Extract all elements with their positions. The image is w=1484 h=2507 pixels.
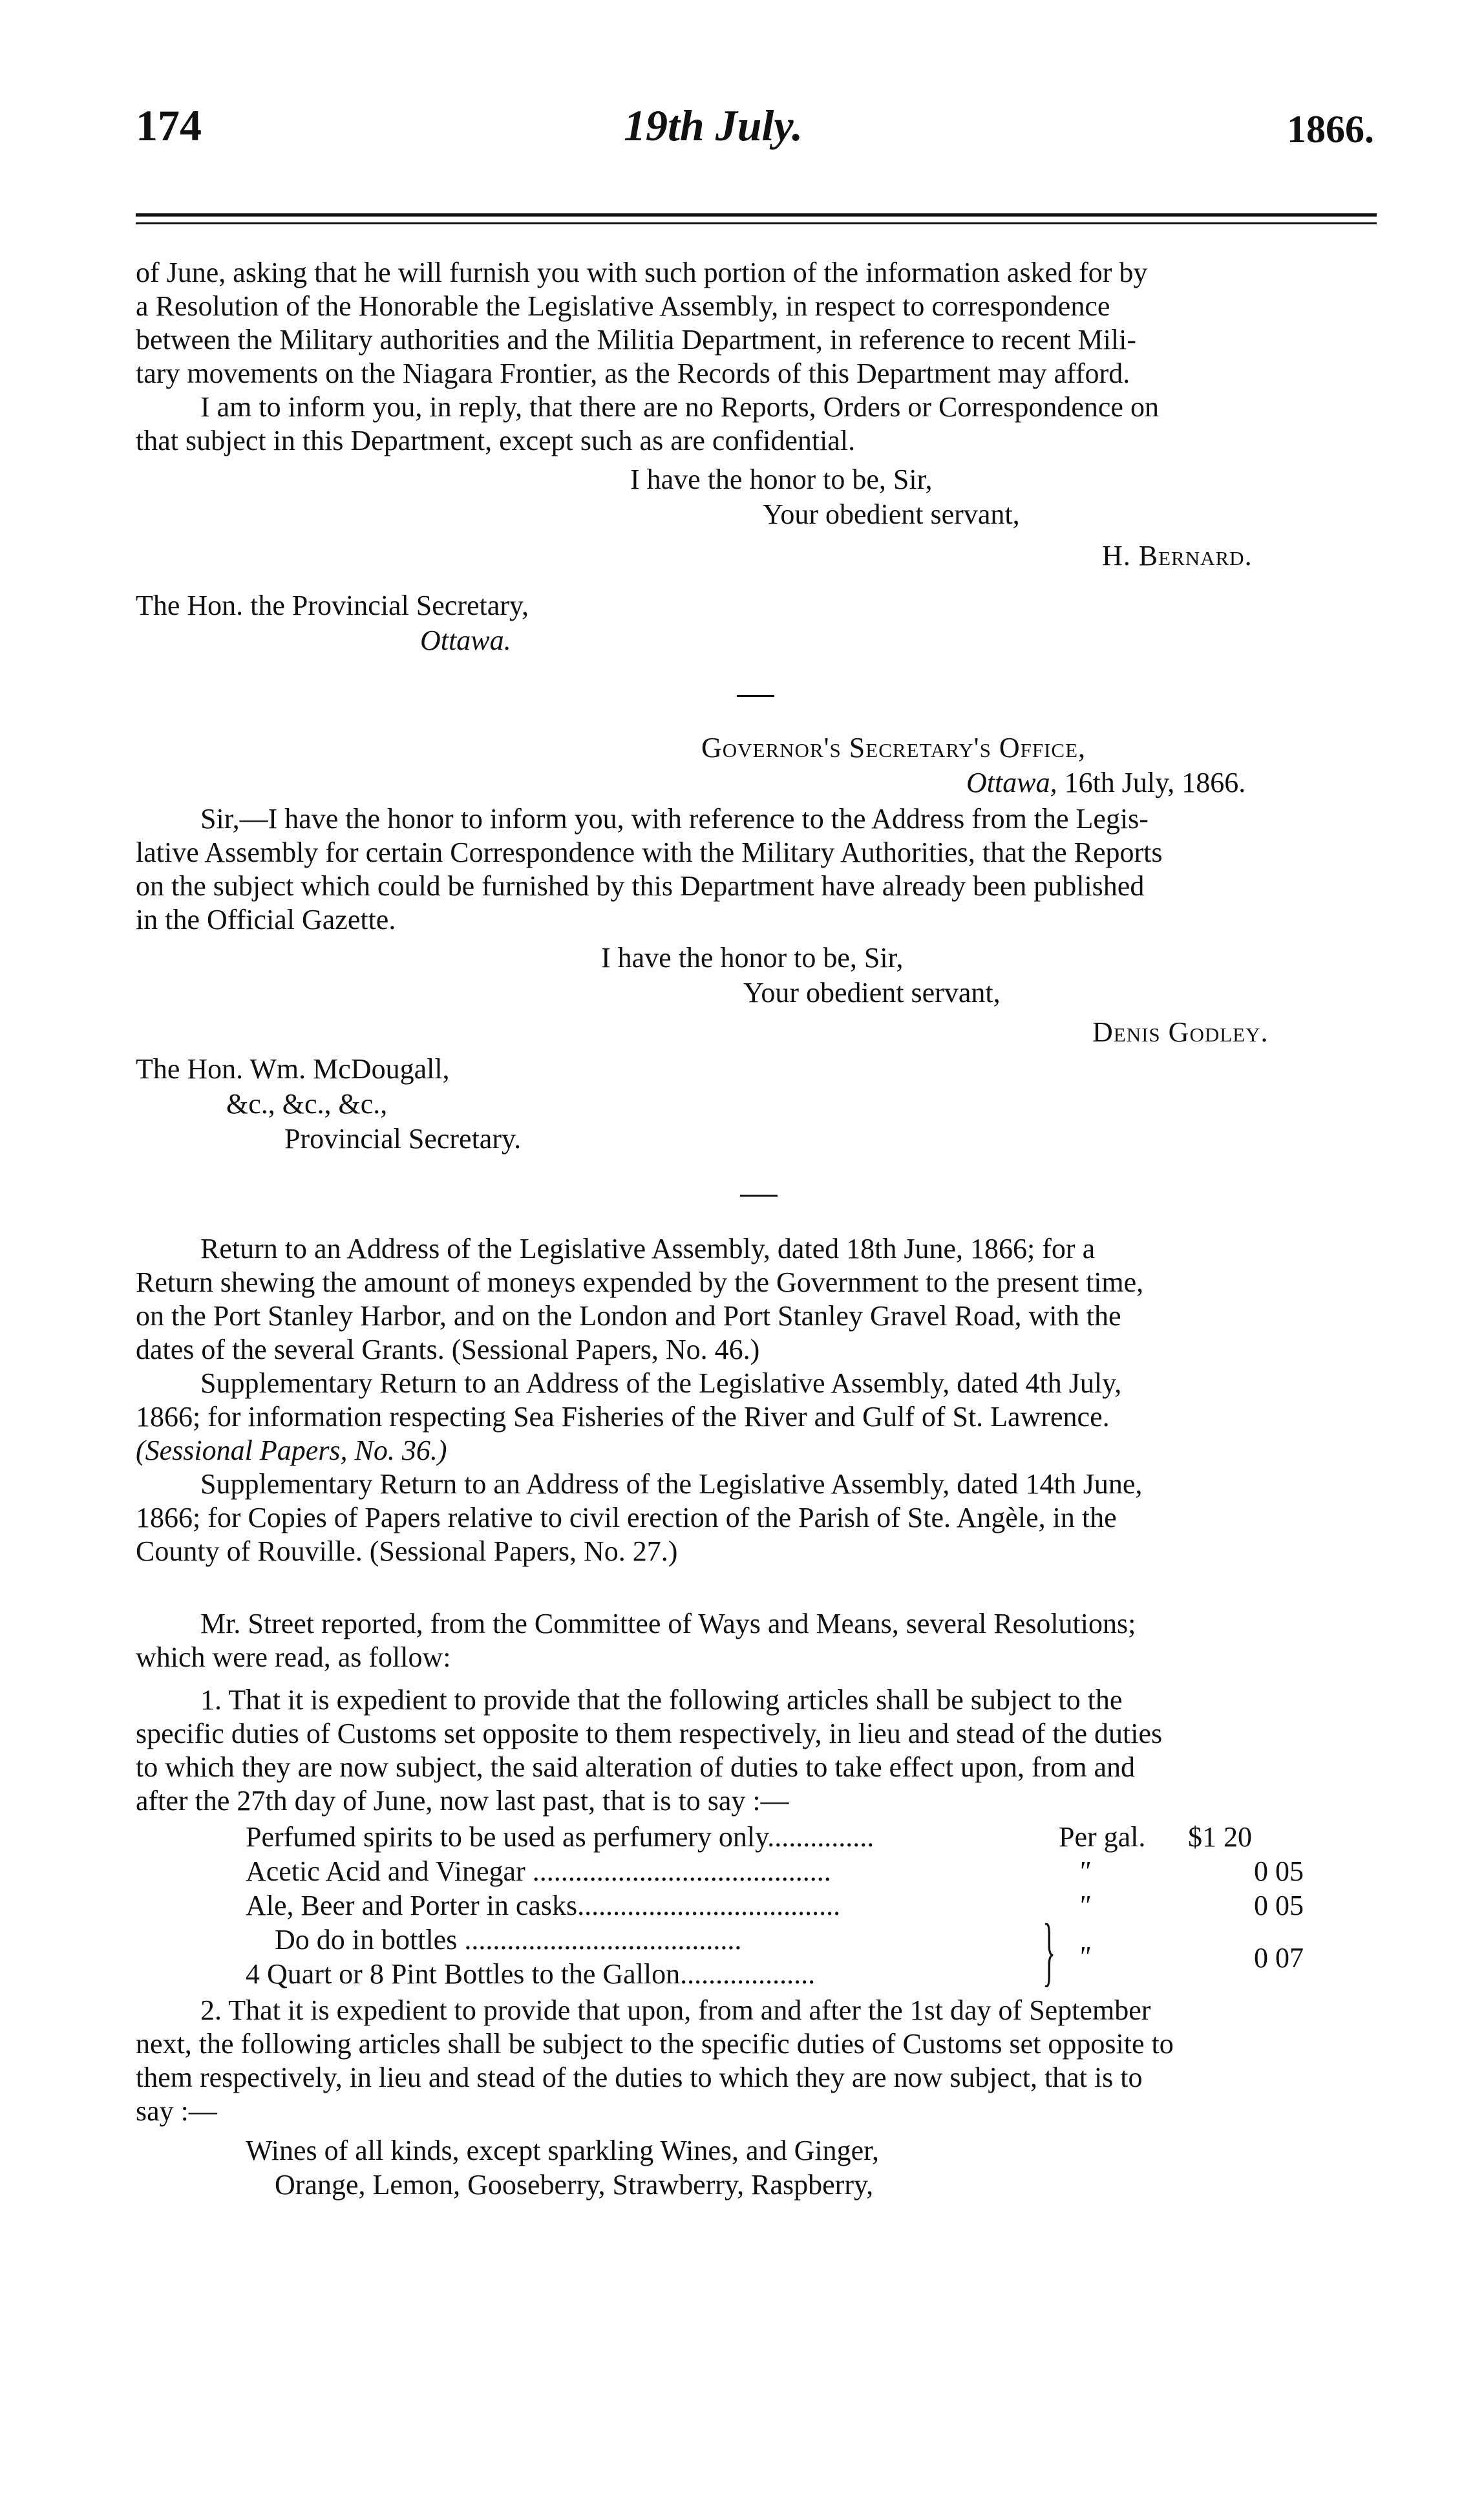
header-rule-thin (136, 222, 1377, 224)
paragraph-line: Supplementary Return to an Address of the Legislative Assembly, dated 14th June, (200, 1468, 1143, 1500)
duty-rate: $1 20 (1188, 1821, 1252, 1853)
page-year: 1866. (1287, 108, 1374, 151)
place-date: Ottawa, 16th July, 1866. (966, 767, 1246, 798)
duty-item: Acetic Acid and Vinegar .......................................... (246, 1855, 831, 1887)
paragraph-line: dates of the several Grants. (Sessional Papers, No. 46.) (136, 1334, 760, 1365)
paragraph-line: them respectively, in lieu and stead of the duties to which they are now subject, that is to (136, 2062, 1143, 2093)
paragraph-line: on the subject which could be furnished by this Department have already been published (136, 870, 1145, 902)
letter-closing: I have the honor to be, Sir, (630, 464, 933, 495)
paragraph-line: that subject in this Department, except such as are confidential. (136, 425, 856, 456)
office-heading: Governor's Secretary's Office, (701, 732, 1086, 763)
letter-signature: H. Bernard. (1102, 540, 1253, 571)
duty-item: 4 Quart or 8 Pint Bottles to the Gallon................... (246, 1958, 816, 1990)
paragraph-line: to which they are now subject, the said alteration of duties to take effect upon, from and (136, 1751, 1136, 1783)
duty-rate: 0 05 (1254, 1890, 1304, 1921)
duty-rate: 0 07 (1254, 1942, 1304, 1974)
letter-closing: Your obedient servant, (743, 977, 1001, 1008)
paragraph-line: Wines of all kinds, except sparkling Wines, and Ginger, (246, 2135, 879, 2166)
paragraph-line: on the Port Stanley Harbor, and on the London and Port Stanley Gravel Road, with the (136, 1300, 1121, 1332)
paragraph-line: 1866; for Copies of Papers relative to civil erection of the Parish of Ste. Angèle, in the (136, 1502, 1117, 1533)
duty-item: Ale, Beer and Porter in casks..................................... (246, 1890, 841, 1921)
section-divider (737, 695, 774, 697)
paragraph-line: specific duties of Customs set opposite to them respectively, in lieu and stead of the duties (136, 1718, 1163, 1749)
paragraph-line: I am to inform you, in reply, that there are no Reports, Orders or Correspondence on (200, 391, 1159, 423)
duty-unit-ditto: " (1078, 1855, 1090, 1887)
letter-closing: I have the honor to be, Sir, (601, 942, 904, 974)
paragraph-line: 2. That it is expedient to provide that upon, from and after the 1st day of September (200, 1994, 1151, 2026)
paragraph-line: say :— (136, 2095, 217, 2127)
letter-addressee: &c., &c., &c., (226, 1088, 388, 1120)
paragraph-line: in the Official Gazette. (136, 904, 396, 935)
brace: } (1043, 1908, 1056, 1994)
paragraph-line: which were read, as follow: (136, 1641, 451, 1673)
letter-addressee: Provincial Secretary. (284, 1123, 522, 1155)
paragraph-line: a Resolution of the Honorable the Legislative Assembly, in respect to correspondence (136, 290, 1110, 322)
paragraph-line: Mr. Street reported, from the Committee of Ways and Means, several Resolutions; (200, 1608, 1136, 1639)
paragraph-line: tary movements on the Niagara Frontier, as the Records of this Department may afford. (136, 357, 1130, 389)
paragraph-line: between the Military authorities and the Militia Department, in reference to recent Mili- (136, 324, 1136, 356)
duty-rate: 0 05 (1254, 1855, 1304, 1887)
paragraph-line: County of Rouville. (Sessional Papers, No. 27.) (136, 1535, 678, 1567)
letter-addressee-place: Ottawa. (420, 624, 511, 656)
section-divider (740, 1195, 778, 1197)
paragraph-line: after the 27th day of June, now last past, that is to say :— (136, 1785, 789, 1817)
duty-unit: Per gal. (1059, 1821, 1146, 1853)
duty-item: Do do in bottles ....................................... (275, 1924, 742, 1956)
letter-signature: Denis Godley. (1092, 1016, 1269, 1048)
paragraph-line: next, the following articles shall be subject to the specific duties of Customs set opposite to (136, 2028, 1174, 2060)
paragraph-line: Return to an Address of the Legislative Assembly, dated 18th June, 1866; for a (200, 1233, 1096, 1264)
paragraph-line: Supplementary Return to an Address of the Legislative Assembly, dated 4th July, (200, 1367, 1122, 1399)
duty-item: Perfumed spirits to be used as perfumery only............... (246, 1821, 874, 1853)
page-date-heading: 19th July. (624, 101, 803, 150)
duty-unit-ditto: " (1078, 1890, 1090, 1921)
paragraph-line: 1. That it is expedient to provide that the following articles shall be subject to the (200, 1684, 1123, 1716)
paragraph-line: 1866; for information respecting Sea Fisheries of the River and Gulf of St. Lawrence. (136, 1401, 1110, 1433)
paragraph-line: (Sessional Papers, No. 36.) (136, 1435, 447, 1466)
paragraph-line: Return shewing the amount of moneys expended by the Government to the present time, (136, 1266, 1144, 1298)
paragraph-line: lative Assembly for certain Correspondence with the Military Authorities, that the Reports (136, 837, 1163, 868)
paragraph-line: of June, asking that he will furnish you with such portion of the information asked for by (136, 257, 1148, 288)
letter-addressee: The Hon. the Provincial Secretary, (136, 590, 529, 621)
paragraph-line: Orange, Lemon, Gooseberry, Strawberry, Raspberry, (275, 2169, 874, 2201)
page-number: 174 (136, 101, 202, 150)
duty-unit-ditto: " (1078, 1941, 1090, 1972)
paragraph-line: Sir,—I have the honor to inform you, with reference to the Address from the Legis- (200, 803, 1149, 835)
letter-addressee: The Hon. Wm. McDougall, (136, 1053, 450, 1085)
letter-closing: Your obedient servant, (763, 498, 1020, 530)
header-rule-thick (136, 213, 1377, 217)
